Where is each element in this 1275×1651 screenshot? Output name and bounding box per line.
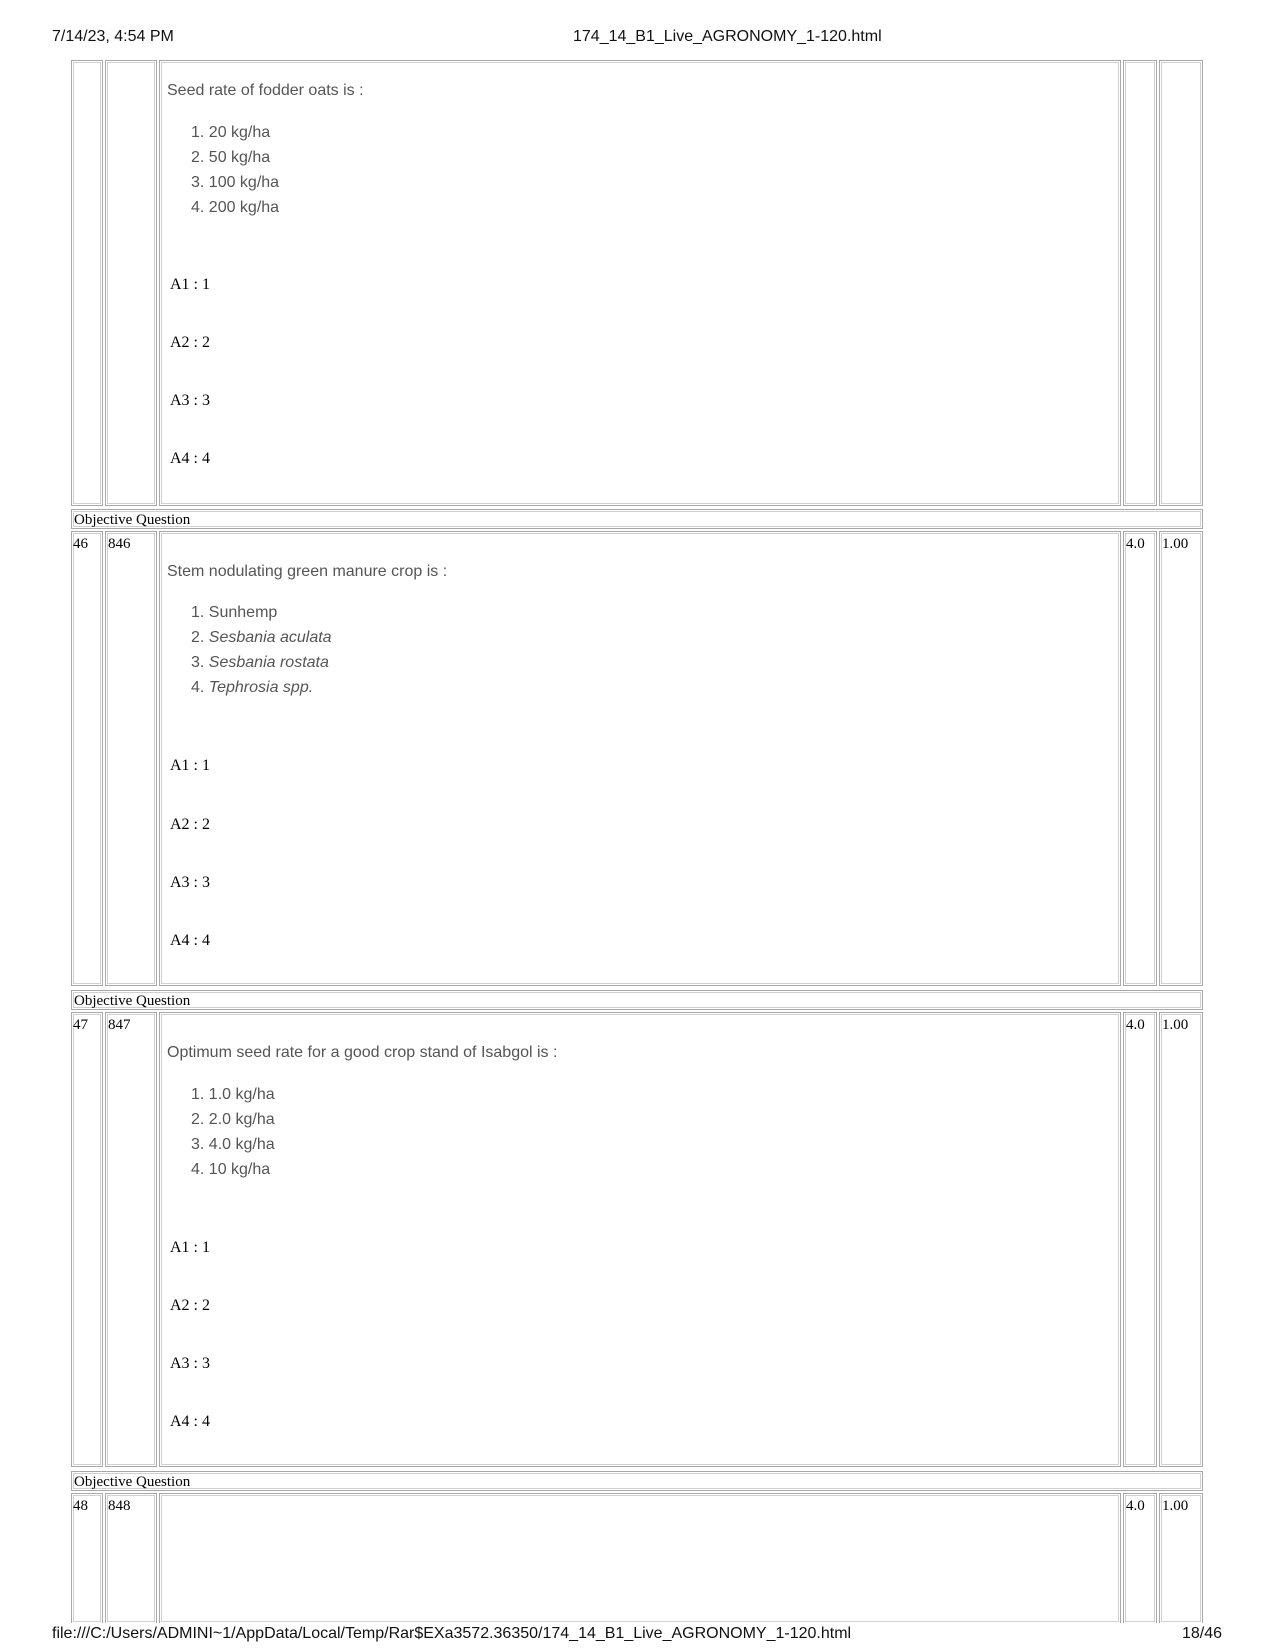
- negative-marks: 1.00: [1162, 1017, 1189, 1033]
- negative-marks-cell: [1159, 531, 1203, 986]
- sno-cell: [71, 60, 103, 506]
- question-text: Optimum seed rate for a good crop stand of Isabgol is :: [167, 1044, 558, 1061]
- option-item: 1. 1.0 kg/ha: [191, 1086, 275, 1103]
- marks: 4.0: [1126, 1017, 1145, 1033]
- serial-number: 47: [73, 1017, 88, 1033]
- qid-cell: [105, 531, 157, 986]
- answer-option-1: A1 : 1: [170, 276, 210, 293]
- answer-option-4: A4 : 4: [170, 450, 210, 467]
- qid-cell: [105, 1012, 157, 1467]
- marks: 4.0: [1126, 536, 1145, 552]
- option-item: 3. 4.0 kg/ha: [191, 1136, 275, 1153]
- qid-cell: [105, 60, 157, 506]
- option-name: Sunhemp: [208, 604, 278, 621]
- option-item: 1. Sunhemp: [191, 604, 278, 621]
- question-type-label: [71, 1471, 1203, 1491]
- marks-cell: [1123, 60, 1157, 506]
- option-item: 4. 200 kg/ha: [191, 199, 280, 216]
- option-item: 2. 2.0 kg/ha: [191, 1111, 275, 1128]
- print-page-number: 18/46: [1182, 1625, 1223, 1642]
- question-type-text: Objective Question: [74, 993, 191, 1009]
- answer-option-2: A2 : 2: [170, 1297, 210, 1314]
- option-item: 4. 10 kg/ha: [191, 1161, 271, 1178]
- question-text: Seed rate of fodder oats is :: [167, 82, 364, 99]
- options-list: [191, 600, 332, 700]
- marks-cell: [1123, 531, 1157, 986]
- print-title: 174_14_B1_Live_AGRONOMY_1-120.html: [573, 28, 882, 45]
- answer-option-4: A4 : 4: [170, 932, 210, 949]
- question-cell: [159, 60, 1121, 506]
- option-name: Sesbania rostata: [208, 654, 329, 671]
- marks-cell: [1123, 1012, 1157, 1467]
- option-name: Sesbania aculata: [208, 629, 332, 646]
- negative-marks-cell: [1159, 1012, 1203, 1467]
- option-name: Tephrosia spp.: [208, 679, 314, 696]
- sno-cell: [71, 1012, 103, 1467]
- option-item: 2. 50 kg/ha: [191, 149, 271, 166]
- question-id: 847: [108, 1017, 131, 1033]
- option-item: 3. Sesbania rostata: [191, 654, 329, 671]
- question-cell: [159, 1012, 1121, 1467]
- serial-number: 48: [73, 1498, 88, 1514]
- question-type-text: Objective Question: [74, 1474, 191, 1490]
- question-id: 846: [108, 536, 131, 552]
- question-text: Stem nodulating green manure crop is :: [167, 563, 448, 580]
- answer-option-3: A3 : 3: [170, 392, 210, 409]
- question-type-text: Objective Question: [74, 512, 191, 528]
- answer-option-4: A4 : 4: [170, 1413, 210, 1430]
- answer-option-2: A2 : 2: [170, 334, 210, 351]
- negative-marks: 1.00: [1162, 536, 1189, 552]
- sno-cell: [71, 531, 103, 986]
- question-id: 848: [108, 1498, 131, 1514]
- options-list: [191, 120, 279, 220]
- option-item: 1. 20 kg/ha: [191, 124, 271, 141]
- question-type-label: [71, 509, 1203, 529]
- answer-option-1: A1 : 1: [170, 1239, 210, 1256]
- option-item: 2. Sesbania aculata: [191, 629, 332, 646]
- answer-option-3: A3 : 3: [170, 874, 210, 891]
- print-datetime: 7/14/23, 4:54 PM: [52, 28, 174, 45]
- answer-option-1: A1 : 1: [170, 757, 210, 774]
- print-file-path: file:///C:/Users/ADMINI~1/AppData/Local/Temp/Rar$EXa3572.36350/174_14_B1_Live_AGRONOMY_1-120.html: [52, 1625, 852, 1642]
- serial-number: 46: [73, 536, 88, 552]
- negative-marks-cell: [1159, 60, 1203, 506]
- answer-option-3: A3 : 3: [170, 1355, 210, 1372]
- question-type-label: [71, 990, 1203, 1010]
- option-item: 4. Tephrosia spp.: [191, 679, 314, 696]
- negative-marks: 1.00: [1162, 1498, 1189, 1514]
- marks: 4.0: [1126, 1498, 1145, 1514]
- question-cell: [159, 1493, 1121, 1623]
- answer-option-2: A2 : 2: [170, 816, 210, 833]
- option-item: 3. 100 kg/ha: [191, 174, 280, 191]
- options-list: [191, 1082, 275, 1182]
